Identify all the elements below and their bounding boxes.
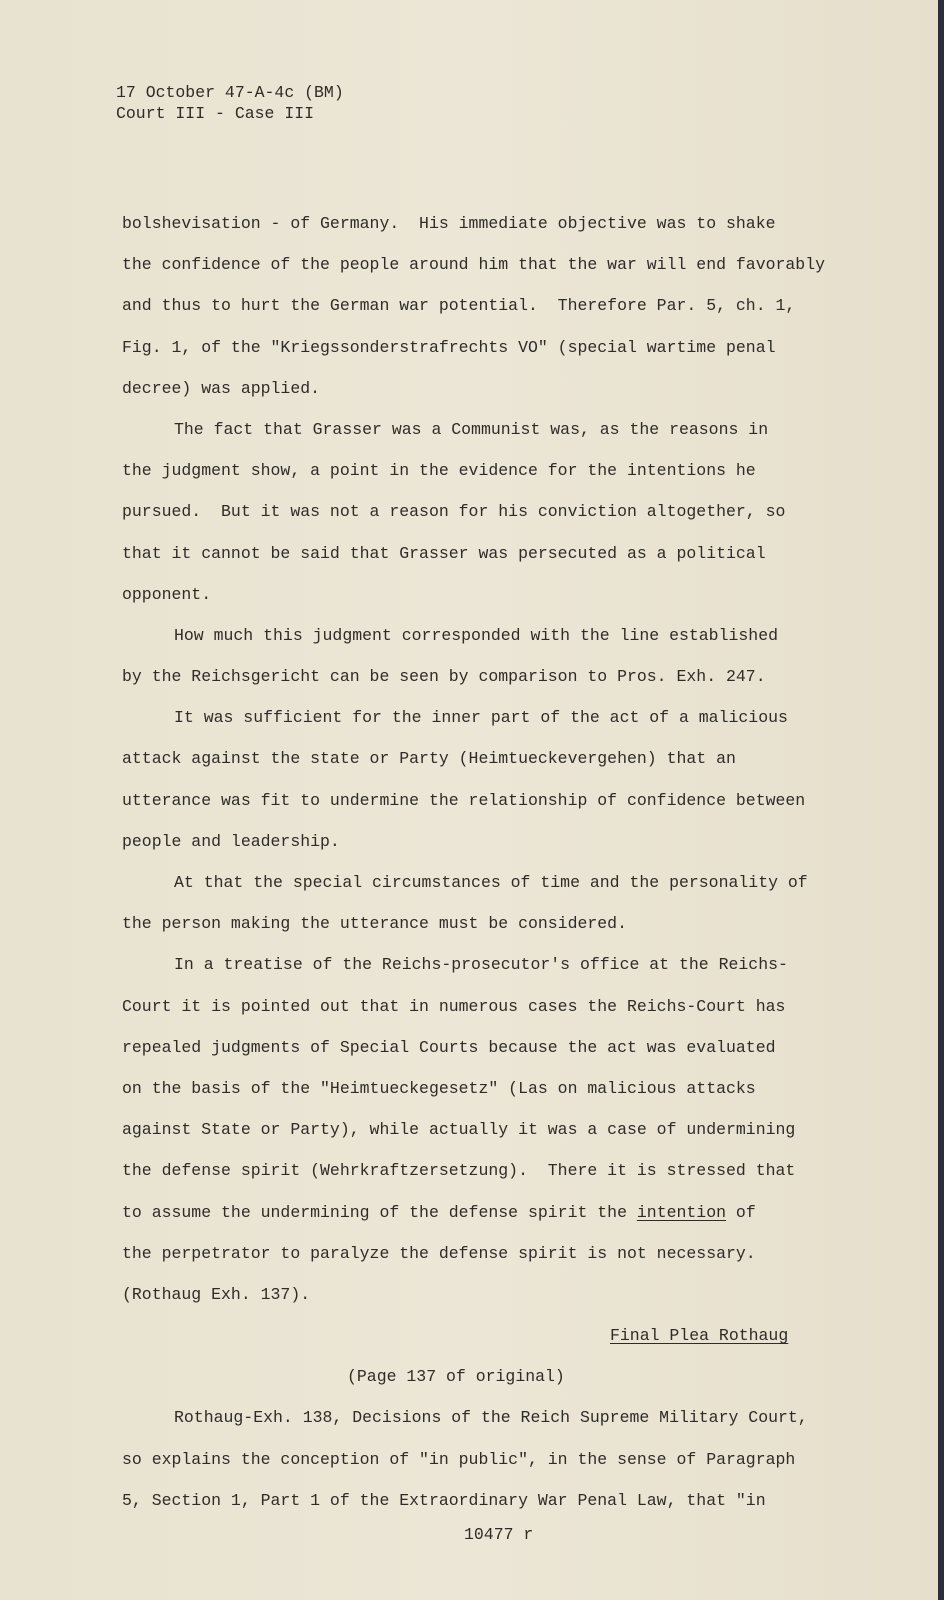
text-line: attack against the state or Party (Heimtueckevergehen) that an — [122, 749, 736, 769]
document-header — [116, 82, 344, 124]
text-line: and thus to hurt the German war potential. Therefore Par. 5, ch. 1, — [122, 296, 796, 316]
text-line: people and leadership. — [122, 831, 340, 851]
text-line: decree) was applied. — [122, 378, 321, 398]
header-date-line: 17 October 47-A-4c (BM) — [116, 83, 344, 102]
text-line: It was sufficient for the inner part of the act of a malicious — [174, 708, 788, 728]
text-line: The fact that Grasser was a Communist was, as the reasons in — [174, 419, 769, 439]
header-court-line: Court III - Case III — [116, 104, 315, 123]
section-heading: Final Plea Rothaug — [610, 1326, 789, 1346]
text-line: How much this judgment corresponded with the line established — [174, 625, 778, 645]
text-segment: of — [726, 1202, 756, 1222]
text-line: that it cannot be said that Grasser was persecuted as a political — [122, 543, 766, 563]
text-line: the confidence of the people around him that the war will end favorably — [122, 255, 826, 275]
text-line: on the basis of the "Heimtueckegesetz" (Las on malicious attacks — [122, 1078, 756, 1098]
text-line: pursued. But it was not a reason for his conviction altogether, so — [122, 502, 786, 522]
section-heading-line — [122, 1315, 825, 1356]
text-line: utterance was fit to undermine the relationship of confidence between — [122, 790, 806, 810]
text-segment: to assume the undermining of the defense spirit the — [122, 1202, 637, 1222]
underlined-word: intention — [636, 1202, 727, 1222]
text-line: by the Reichsgericht can be seen by comparison to Pros. Exh. 247. — [122, 667, 766, 687]
text-line: Court it is pointed out that in numerous cases the Reichs-Court has — [122, 996, 786, 1016]
text-line: (Rothaug Exh. 137). — [122, 1284, 311, 1304]
document-body — [122, 203, 825, 1555]
text-line: against State or Party), while actually it was a case of undermining — [122, 1120, 796, 1140]
text-line: Rothaug-Exh. 138, Decisions of the Reich Supreme Military Court, — [174, 1408, 808, 1428]
text-line: the perpetrator to paralyze the defense spirit is not necessary. — [122, 1243, 756, 1263]
text-line: bolshevisation - of Germany. His immediate objective was to shake — [122, 214, 776, 233]
text-line: so explains the conception of "in public", in the sense of Paragraph — [122, 1449, 796, 1469]
text-line: repealed judgments of Special Courts because the act was evaluated — [122, 1037, 776, 1057]
page-reference: (Page 137 of original) — [347, 1367, 565, 1387]
text-line: Fig. 1, of the "Kriegssonderstrafrechts VO" (special wartime penal — [122, 337, 776, 357]
page-number: 10477 r — [464, 1524, 534, 1544]
text-line: the judgment show, a point in the evidence for the intentions he — [122, 461, 756, 481]
text-line: At that the special circumstances of time and the personality of — [174, 873, 808, 892]
text-line: In a treatise of the Reichs-prosecutor's office at the Reichs- — [174, 955, 788, 975]
text-line: the person making the utterance must be considered. — [122, 914, 627, 934]
text-line: the defense spirit (Wehrkraftzersetzung). There it is stressed that — [122, 1161, 796, 1181]
text-line: 5, Section 1, Part 1 of the Extraordinary War Penal Law, that "in — [122, 1490, 766, 1510]
text-line — [122, 1192, 825, 1233]
page-edge — [938, 0, 944, 1600]
text-line: opponent. — [122, 584, 212, 604]
